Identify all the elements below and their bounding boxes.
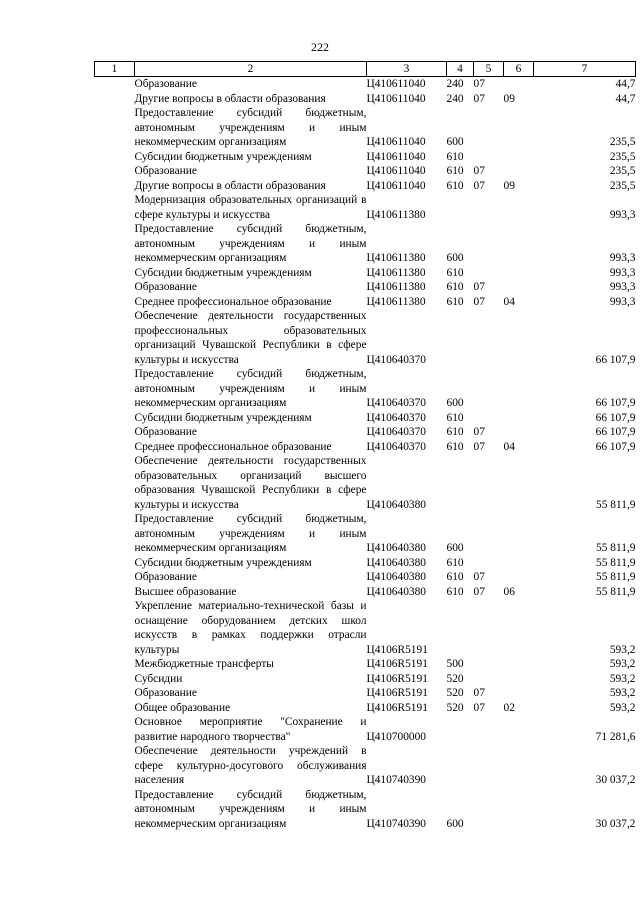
row-name: Образование <box>134 281 197 293</box>
column-header-2: 2 <box>135 62 367 77</box>
row-empty-cell <box>95 164 135 179</box>
row-empty-cell <box>95 367 135 411</box>
table-body <box>95 77 636 832</box>
row-amount: 235,5 <box>609 165 636 177</box>
table-row <box>95 425 636 440</box>
row-subsection <box>504 599 534 657</box>
row-subsection <box>504 788 534 832</box>
row-name: Обеспечение деятельности государственных образовательных организаций высшего образования Чувашской Республики в сфере культуры и искусства <box>134 455 367 511</box>
row-amount: 993,3 <box>609 266 636 279</box>
table-row <box>95 222 636 266</box>
row-amount: 66 107,9 <box>595 353 636 366</box>
row-target-code: Ц410611380 <box>366 295 426 308</box>
column-header-3: 3 <box>367 62 447 77</box>
table-row <box>95 512 636 556</box>
row-target-code: Ц410640370 <box>366 353 426 366</box>
row-expense-type: 610 <box>446 179 464 192</box>
table-row <box>95 556 636 571</box>
table-header-row <box>95 62 636 77</box>
row-empty-cell <box>95 179 135 194</box>
table-row <box>95 295 636 310</box>
row-section: 07 <box>473 426 485 438</box>
row-target-code: Ц4106R5191 <box>366 658 428 670</box>
row-target-code: Ц410640380 <box>366 556 426 569</box>
row-name: Модернизация образовательных организаций в сфере культуры и искусства <box>134 194 367 221</box>
row-empty-cell <box>95 193 135 222</box>
row-subsection <box>504 367 534 411</box>
row-amount: 235,5 <box>609 179 636 192</box>
row-target-code: Ц410611040 <box>366 136 426 148</box>
row-subsection: 09 <box>503 179 515 192</box>
row-name: Субсидии бюджетным учреждениям <box>134 150 312 163</box>
table-row <box>95 92 636 107</box>
row-target-code: Ц410640370 <box>366 426 426 438</box>
row-section <box>474 309 504 367</box>
row-name: Укрепление материально-технической базы и оснащение оборудованием детских школ искусств в рамках поддержки отрасли культуры <box>134 600 367 656</box>
row-name: Предоставление субсидий бюджетным, автономным учреждениям и иным некоммерческим организациям <box>134 107 367 148</box>
row-section: 07 <box>473 165 485 177</box>
row-name: Обеспечение деятельности учреждений в сфере культурно-досугового обслуживания населения <box>134 745 367 786</box>
row-subsection <box>504 744 534 788</box>
row-section <box>474 512 504 556</box>
row-amount: 55 811,9 <box>596 585 636 598</box>
row-subsection <box>504 411 534 426</box>
row-target-code: Ц410640380 <box>366 542 426 554</box>
row-section <box>474 672 504 687</box>
row-empty-cell <box>95 599 135 657</box>
row-section <box>474 454 504 512</box>
row-empty-cell <box>95 92 135 107</box>
row-name: Общее образование <box>134 701 231 714</box>
table-row <box>95 280 636 295</box>
row-subsection: 06 <box>503 585 515 598</box>
row-name: Обеспечение деятельности государственных профессиональных образовательных организаций Чувашской Республики в сфере культуры и искусства <box>134 310 367 366</box>
row-section <box>474 599 504 657</box>
row-section <box>474 106 504 150</box>
row-expense-type: 520 <box>446 687 464 699</box>
row-amount: 66 107,9 <box>595 440 636 453</box>
row-empty-cell <box>95 454 135 512</box>
row-amount: 593,2 <box>609 658 636 670</box>
row-empty-cell <box>95 77 135 92</box>
table-row <box>95 701 636 716</box>
table-row <box>95 599 636 657</box>
row-expense-type <box>447 454 474 512</box>
row-amount: 44,7 <box>615 78 636 90</box>
row-empty-cell <box>95 570 135 585</box>
row-section: 07 <box>473 281 485 293</box>
row-expense-type: 610 <box>446 571 464 583</box>
row-name: Другие вопросы в области образования <box>134 92 326 105</box>
row-empty-cell <box>95 440 135 455</box>
row-section <box>474 744 504 788</box>
row-section: 07 <box>473 179 485 192</box>
row-target-code: Ц410640380 <box>366 498 426 511</box>
table-row <box>95 657 636 672</box>
table-row <box>95 106 636 150</box>
row-name: Субсидии <box>134 672 183 685</box>
row-section: 07 <box>473 92 485 105</box>
table-row <box>95 672 636 687</box>
row-expense-type: 600 <box>446 252 464 264</box>
row-subsection <box>504 686 534 701</box>
row-expense-type: 610 <box>446 266 464 279</box>
table-row <box>95 150 636 165</box>
row-section <box>474 193 504 222</box>
row-empty-cell <box>95 556 135 571</box>
row-name: Субсидии бюджетным учреждениям <box>134 556 312 569</box>
row-name: Среднее профессиональное образование <box>134 295 332 308</box>
row-expense-type: 600 <box>446 397 464 409</box>
table-row <box>95 193 636 222</box>
row-target-code: Ц410611040 <box>366 150 426 163</box>
row-target-code: Ц410740390 <box>366 774 426 786</box>
row-name: Образование <box>134 571 197 583</box>
row-name: Образование <box>134 78 197 90</box>
row-target-code: Ц410611040 <box>366 179 426 192</box>
column-header-5: 5 <box>474 62 504 77</box>
row-empty-cell <box>95 106 135 150</box>
row-subsection <box>504 222 534 266</box>
table-row <box>95 744 636 788</box>
row-subsection <box>504 266 534 281</box>
row-subsection <box>504 715 534 744</box>
row-target-code: Ц410640380 <box>366 571 426 583</box>
row-empty-cell <box>95 266 135 281</box>
row-target-code: Ц410611380 <box>366 252 426 264</box>
row-target-code: Ц410640370 <box>366 440 426 453</box>
row-target-code: Ц4106R5191 <box>366 672 428 685</box>
row-subsection <box>504 454 534 512</box>
table-row <box>95 266 636 281</box>
row-name: Предоставление субсидий бюджетным, автономным учреждениям и иным некоммерческим организациям <box>134 368 367 409</box>
row-amount: 593,2 <box>609 672 636 685</box>
row-name: Основное мероприятие "Сохранение и развитие народного творчества" <box>134 716 367 743</box>
row-expense-type: 610 <box>446 165 464 177</box>
row-name: Предоставление субсидий бюджетным, автономным учреждениям и иным некоммерческим организациям <box>134 788 367 830</box>
row-amount: 55 811,9 <box>596 571 636 583</box>
row-expense-type: 610 <box>446 150 464 163</box>
table-row <box>95 454 636 512</box>
row-expense-type <box>447 309 474 367</box>
row-empty-cell <box>95 295 135 310</box>
row-target-code: Ц410611380 <box>366 266 426 279</box>
row-empty-cell <box>95 657 135 672</box>
row-expense-type <box>447 744 474 788</box>
row-subsection: 02 <box>503 701 515 714</box>
row-subsection: 09 <box>503 92 515 105</box>
row-target-code: Ц410640380 <box>366 585 426 598</box>
table-row <box>95 715 636 744</box>
row-expense-type: 500 <box>446 658 464 670</box>
table-row <box>95 440 636 455</box>
row-target-code: Ц410640370 <box>366 411 426 424</box>
row-amount: 593,2 <box>609 701 636 714</box>
row-amount: 993,3 <box>609 281 636 293</box>
row-empty-cell <box>95 222 135 266</box>
row-expense-type: 520 <box>446 672 464 685</box>
row-expense-type: 610 <box>446 281 464 293</box>
row-empty-cell <box>95 280 135 295</box>
row-amount: 235,5 <box>609 136 636 148</box>
row-amount: 593,2 <box>609 643 636 656</box>
table-row <box>95 570 636 585</box>
row-amount: 993,3 <box>609 252 636 264</box>
row-target-code: Ц4106R5191 <box>366 643 428 656</box>
row-section <box>474 556 504 571</box>
row-empty-cell <box>95 150 135 165</box>
row-empty-cell <box>95 585 135 600</box>
table-row <box>95 686 636 701</box>
row-subsection <box>504 309 534 367</box>
row-empty-cell <box>95 701 135 716</box>
row-target-code: Ц410611380 <box>366 208 426 221</box>
row-name: Образование <box>134 165 197 177</box>
row-subsection <box>504 657 534 672</box>
row-subsection: 04 <box>503 440 515 453</box>
row-name: Межбюджетные трансферты <box>134 658 274 670</box>
row-empty-cell <box>95 715 135 744</box>
column-header-6: 6 <box>504 62 534 77</box>
row-section: 07 <box>473 78 485 90</box>
row-amount: 30 037,2 <box>595 817 636 830</box>
row-empty-cell <box>95 788 135 832</box>
row-amount: 71 281,6 <box>595 730 636 743</box>
row-expense-type: 610 <box>446 556 464 569</box>
table-row <box>95 585 636 600</box>
table-row <box>95 309 636 367</box>
row-subsection: 04 <box>503 295 515 308</box>
row-name: Образование <box>134 687 197 699</box>
table-row <box>95 367 636 411</box>
row-expense-type: 240 <box>446 78 464 90</box>
row-section: 07 <box>473 687 485 699</box>
row-amount: 66 107,9 <box>595 426 636 438</box>
row-amount: 66 107,9 <box>595 397 636 409</box>
row-section <box>474 715 504 744</box>
table-row <box>95 77 636 92</box>
row-amount: 55 811,9 <box>596 556 636 569</box>
row-section: 07 <box>473 585 485 598</box>
row-name: Субсидии бюджетным учреждениям <box>134 266 312 279</box>
row-empty-cell <box>95 744 135 788</box>
row-expense-type: 610 <box>446 440 464 453</box>
row-expense-type <box>447 715 474 744</box>
row-section: 07 <box>473 571 485 583</box>
row-subsection <box>504 672 534 687</box>
row-name: Высшее образование <box>134 585 237 598</box>
row-target-code: Ц410640370 <box>366 397 426 409</box>
row-amount: 55 811,9 <box>596 498 636 511</box>
row-name: Субсидии бюджетным учреждениям <box>134 411 312 424</box>
row-section <box>474 266 504 281</box>
row-section: 07 <box>473 295 485 308</box>
row-subsection <box>504 570 534 585</box>
row-section <box>474 788 504 832</box>
row-expense-type <box>447 193 474 222</box>
row-target-code: Ц410611040 <box>366 92 426 105</box>
row-section: 07 <box>473 440 485 453</box>
row-amount: 235,5 <box>609 150 636 163</box>
row-subsection <box>504 164 534 179</box>
row-expense-type <box>447 599 474 657</box>
row-subsection <box>504 77 534 92</box>
row-section: 07 <box>473 701 485 714</box>
row-section <box>474 222 504 266</box>
table-row <box>95 164 636 179</box>
row-subsection <box>504 106 534 150</box>
row-target-code: Ц410611380 <box>366 281 426 293</box>
table-row <box>95 788 636 832</box>
table-row <box>95 179 636 194</box>
page-number: 222 <box>311 40 329 54</box>
row-expense-type: 610 <box>446 295 464 308</box>
row-amount: 55 811,9 <box>596 542 636 554</box>
row-expense-type: 600 <box>446 542 464 554</box>
row-subsection <box>504 280 534 295</box>
row-name: Образование <box>134 426 197 438</box>
row-expense-type: 610 <box>446 426 464 438</box>
row-target-code: Ц4106R5191 <box>366 701 428 714</box>
row-amount: 993,3 <box>609 208 636 221</box>
budget-table <box>94 61 636 831</box>
row-expense-type: 610 <box>446 585 464 598</box>
row-target-code: Ц4106R5191 <box>366 687 428 699</box>
row-expense-type: 600 <box>446 817 464 830</box>
row-empty-cell <box>95 672 135 687</box>
row-subsection <box>504 556 534 571</box>
column-header-1: 1 <box>95 62 135 77</box>
row-amount: 993,3 <box>609 295 636 308</box>
row-section <box>474 657 504 672</box>
row-expense-type: 610 <box>446 411 464 424</box>
column-header-4: 4 <box>447 62 474 77</box>
row-target-code: Ц410611040 <box>366 165 426 177</box>
row-expense-type: 520 <box>446 701 464 714</box>
row-expense-type: 240 <box>446 92 464 105</box>
row-name: Предоставление субсидий бюджетным, автономным учреждениям и иным некоммерческим организациям <box>134 223 367 264</box>
row-section <box>474 411 504 426</box>
row-empty-cell <box>95 686 135 701</box>
row-amount: 30 037,2 <box>595 774 636 786</box>
row-amount: 593,2 <box>609 687 636 699</box>
row-name: Другие вопросы в области образования <box>134 179 326 192</box>
row-subsection <box>504 425 534 440</box>
row-subsection <box>504 150 534 165</box>
row-name: Предоставление субсидий бюджетным, автономным учреждениям и иным некоммерческим организациям <box>134 513 367 554</box>
row-empty-cell <box>95 411 135 426</box>
row-section <box>474 150 504 165</box>
row-target-code: Ц410740390 <box>366 817 426 830</box>
row-name: Среднее профессиональное образование <box>134 440 332 453</box>
row-expense-type: 600 <box>446 136 464 148</box>
row-section <box>474 367 504 411</box>
row-empty-cell <box>95 425 135 440</box>
row-empty-cell <box>95 309 135 367</box>
row-amount: 66 107,9 <box>595 411 636 424</box>
row-target-code: Ц410611040 <box>366 78 426 90</box>
row-empty-cell <box>95 512 135 556</box>
row-target-code: Ц410700000 <box>366 730 426 743</box>
row-subsection <box>504 193 534 222</box>
row-subsection <box>504 512 534 556</box>
row-amount: 44,7 <box>615 92 636 105</box>
column-header-7: 7 <box>534 62 636 77</box>
table-row <box>95 411 636 426</box>
